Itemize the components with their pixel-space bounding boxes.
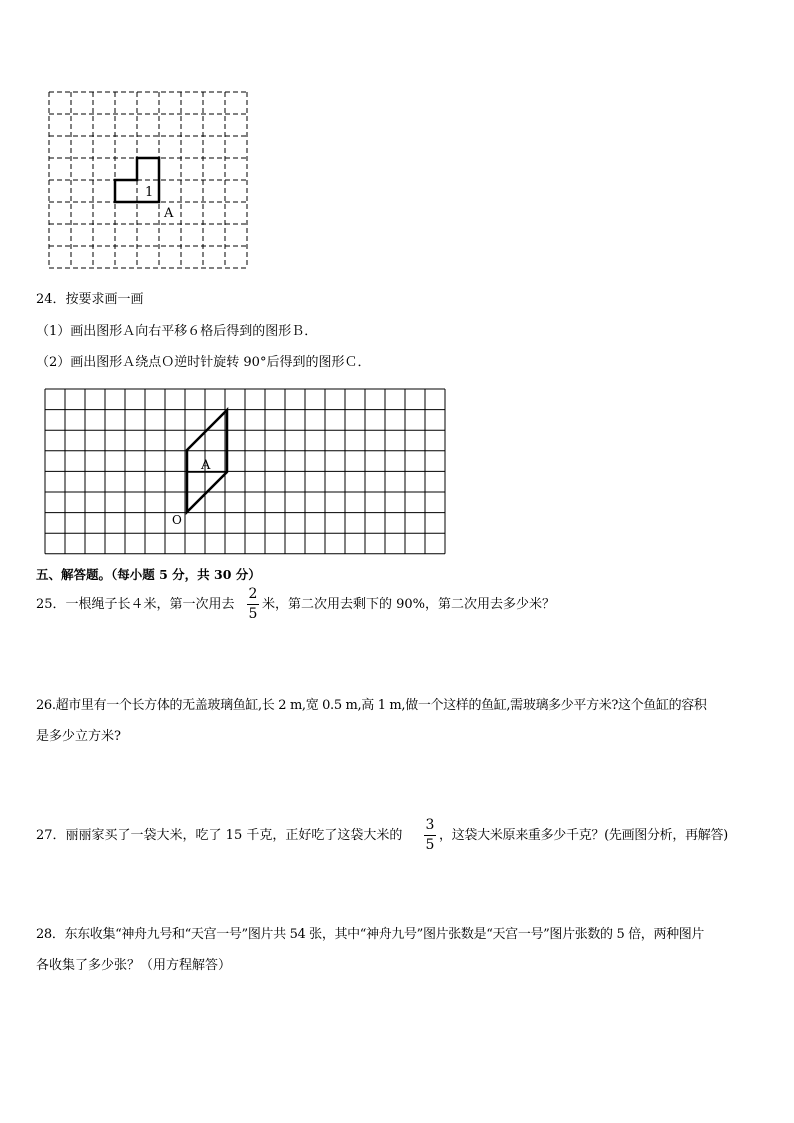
q27-fraction (424, 818, 436, 853)
q25-text-b: 米，第二次用去剩下的 90%，第二次用去多少米？ (262, 597, 556, 612)
q27-fraction-numerator: 3 (425, 817, 435, 833)
q26-line2: 是多少立方米? (36, 729, 121, 744)
q24-part1: （1）画出图形Ａ向右平移６格后得到的图形Ｂ． (36, 324, 318, 339)
q25-fraction-numerator: 2 (248, 586, 258, 602)
q27-fraction-denominator: 5 (425, 837, 435, 853)
section-5-heading: 五、解答题。（每小题 5 分，共 30 分） (36, 567, 261, 582)
point-a-label: A (164, 206, 174, 221)
q28-line1: 28．东东收集“神舟九号和“天宫一号”图片共 54 张，其中“神舟九号”图片张数是“天宫一号”图片张数的 5 倍，两种图片 (36, 927, 705, 942)
q28-line2: 各收集了多少张？（用方程解答） (36, 958, 232, 973)
q25-text-a: 25．一根绳子长４米，第一次用去 (36, 597, 235, 612)
shape-a-label: A (201, 458, 211, 473)
q27-text-b: ，这袋大米原来重多少千克？(先画图分析，再解答) (439, 828, 728, 843)
shape-1-label: 1 (145, 185, 154, 200)
point-o-label: O (172, 513, 182, 527)
q24-title: 24．按要求画一画 (36, 292, 144, 307)
q24-part2: （2）画出图形Ａ绕点Ｏ逆时针旋转 90°后得到的图形Ｃ． (36, 355, 371, 370)
q26-line1: 26.超市里有一个长方体的无盖玻璃鱼缸,长 2 m,宽 0.5 m,高 1 m,做一个这样的鱼缸,需玻璃多少平方米?这个鱼缸的容积 (36, 698, 707, 713)
q25-fraction (247, 587, 259, 622)
dashed-grid-figure (40, 85, 260, 275)
solid-grid-figure (42, 387, 448, 557)
q25-fraction-denominator: 5 (248, 606, 258, 622)
q27-text-a: 27．丽丽家买了一袋大米，吃了 15 千克，正好吃了这袋大米的 (36, 828, 403, 843)
